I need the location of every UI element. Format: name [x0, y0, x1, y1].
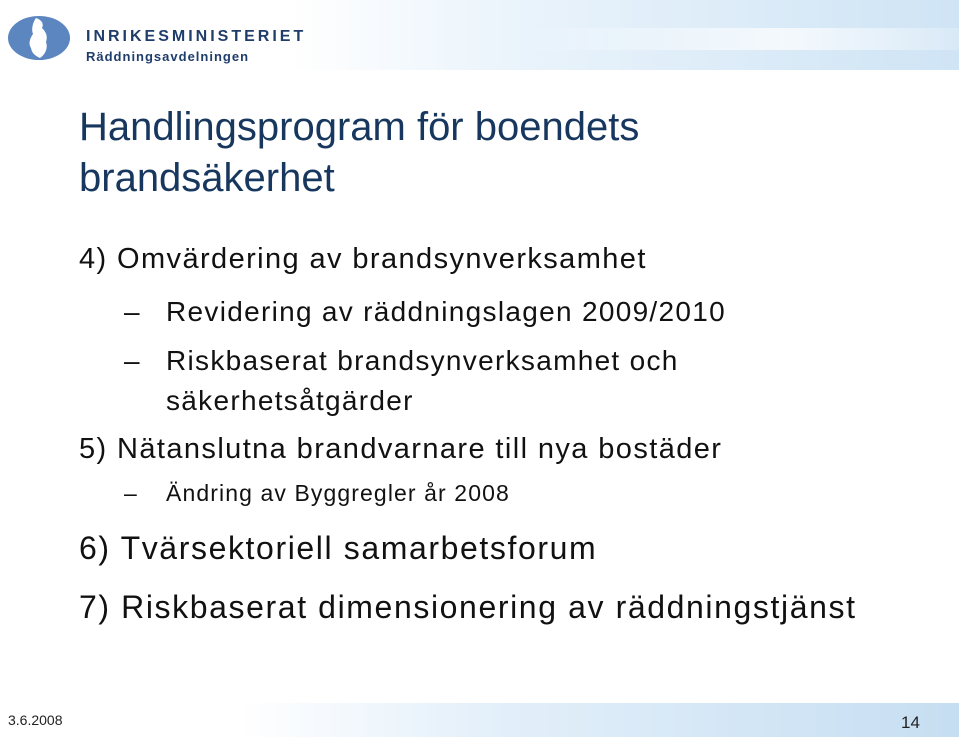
- footer-date: 3.6.2008: [8, 712, 63, 728]
- page-number: 14: [901, 713, 920, 732]
- sub-item-5-1: [124, 480, 510, 507]
- ministry-name: INRIKESMINISTERIET: [86, 28, 307, 45]
- list-item-6: 6) Tvärsektoriell samarbetsforum: [79, 530, 598, 566]
- sub-item-text: Ändring av Byggregler år 2008: [166, 480, 510, 506]
- header-streak: [520, 28, 959, 50]
- dash-marker: –: [124, 296, 141, 327]
- dash-marker: –: [124, 345, 141, 376]
- slide-title: [79, 102, 899, 204]
- slide-title-line-1: Handlingsprogram för boendets: [79, 105, 640, 149]
- sub-item-4-1: [124, 296, 726, 328]
- dash-marker: –: [124, 480, 138, 506]
- list-item-7: 7) Riskbaserat dimensionering av räddningstjänst: [79, 589, 857, 625]
- list-item-4: 4) Omvärdering av brandsynverksamhet: [79, 243, 647, 275]
- slide-title-line-2: brandsäkerhet: [79, 156, 335, 200]
- department-name: Räddningsavdelningen: [86, 49, 250, 64]
- sub-item-4-2: [124, 345, 679, 377]
- finland-map-logo-icon: [6, 14, 72, 62]
- footer-band: [0, 703, 959, 737]
- sub-item-4-2-continued: säkerhetsåtgärder: [166, 385, 414, 416]
- list-item-5: 5) Nätanslutna brandvarnare till nya bostäder: [79, 433, 723, 465]
- sub-item-text: Riskbaserat brandsynverksamhet och: [166, 345, 679, 376]
- sub-item-text: Revidering av räddningslagen 2009/2010: [166, 296, 727, 327]
